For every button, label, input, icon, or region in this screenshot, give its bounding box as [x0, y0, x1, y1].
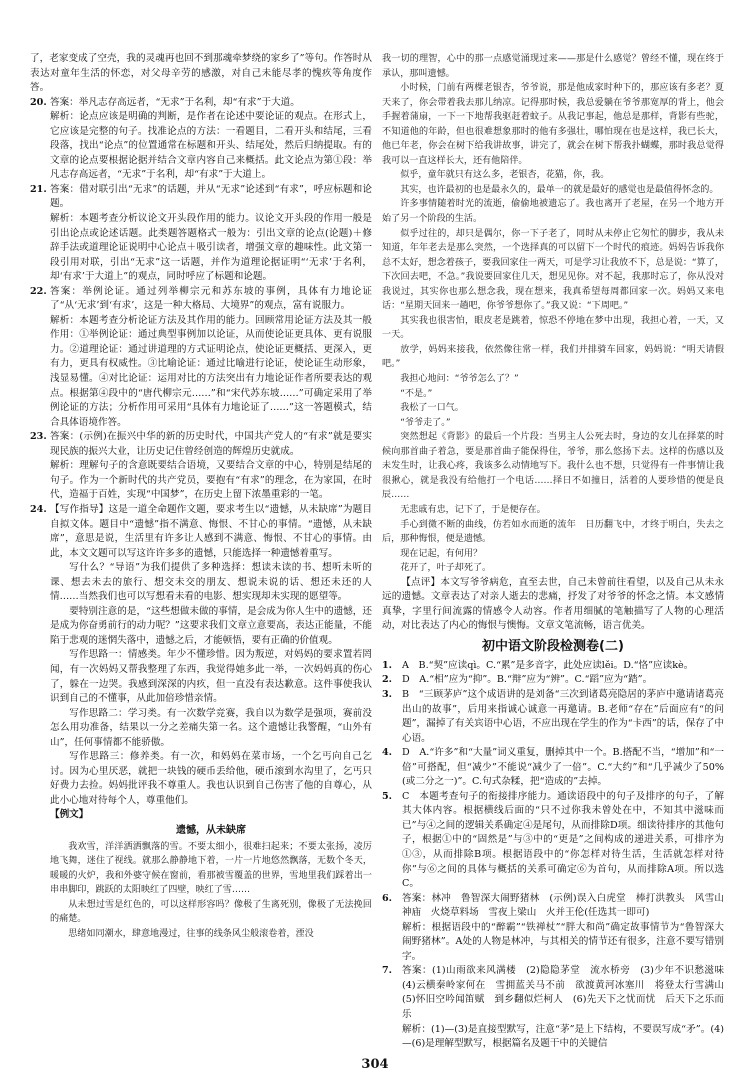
question-number: 20. — [30, 96, 47, 108]
essay-dialogue: “不是。” — [400, 388, 433, 399]
answer-3 — [382, 688, 724, 746]
essay-paragraph: 我一切的理智，心中的那一点感觉涌现过来——那是什么感觉？曾经不懂，现在终于承认，那叫遗憾。 — [382, 54, 724, 79]
question-number: 23. — [30, 431, 47, 443]
answer-text: 答案：举凡志存高远者，“无求”于名利，却“有求”于大道。 — [50, 96, 300, 108]
question-24 — [30, 503, 372, 941]
essay-paragraph: 似乎过往的，却只是偶尔，你一下子老了，同时从未停止它匆忙的脚步，我从未知道，年年老去是那么突然，一个选择真的可以留下一个时代的痕迹。妈妈告诉我你总不太好，想念着孩子，要我回家住一两天，可是学习让我放不下，总是说：“算了，下次回去吧，不急。”我说要回家住几天，想见见你。对不起，我那时忘了，你从没对我说过，其实你也那么想念我，现在想来，我真希望每周都回家一次。妈妈又来电话：“星期天回来一趟吧，你爷爷想你了。”我又说：“下周吧。” — [382, 228, 724, 312]
question-20 — [30, 96, 372, 183]
essay-paragraph: 小时候，门前有两棵老银杏，爷爷说，那是他成家时种下的，那应该有多老？夏天来了，你会带着我去那儿纳凉。记得那时候，我总爱躺在爷爷那宽厚的背上，他会手握着蒲扇，一下一下地帮我驱赶着蚊子。从我记事起，他总是那样，背影有些驼，不知道他的年龄，但也很难想象那时的他有多强壮，哪怕现在也是这样，我已长大，他已年老，你会在树下给我讲故事，讲完了，就会在树下帮我扑蝴蝶，那时我总觉得我可以一直这样长大，还有他陪伴。 — [382, 83, 724, 166]
answer-text: A B.“契”应读qì。C.“累”是多音字，此处应读lěi。D.“恪”应读kè。 — [402, 659, 694, 671]
question-23 — [30, 430, 372, 503]
question-number: 5. — [382, 790, 393, 802]
writing-idea-2: 写作思路二：学习类。有一次数学竞赛，我自以为数学是强项，赛前没怎么用功准备，结果以一分之差痛失第一名。这个遗憾让我警醒，“山外有山”，任何事情都不能骄傲。 — [50, 707, 372, 748]
essay-paragraph: 无悲戚有忠，记下了，于是便存在。 — [400, 504, 546, 515]
continued-answer: 了，老家变成了空壳，我的灵魂再也回不到那魂牵梦绕的家乡了”等句。作答时从表达对童年生活的怀恋，对父母辛劳的感激，对自己未能尽孝的愧疚等角度作答。 — [30, 53, 372, 94]
page-number: 304 — [361, 1057, 389, 1072]
writing-idea-3: 写作思路三：修养类。有一次，和妈妈在菜市场，一个乞丐向自己乞讨。因为心里厌恶，就把一块钱的硬币丢给他，硬币滚到水沟里了，乞丐只好费力去捡。妈妈批评我不尊重人。我也认识到自己伤害了他的自尊心，从此小心地对待每个人，尊重他们。 — [50, 751, 372, 806]
answer-1 — [382, 659, 724, 674]
essay-dialogue: 我松了一口气。 — [400, 403, 464, 414]
essay-paragraph: 从未想过雪是红色的，可以这样形容吗？像极了生离死别，像极了无法挽回的痛楚。 — [50, 899, 372, 925]
answer-text: B “三顾茅庐”这个成语讲的是刘备“三次到诸葛亮隐居的茅庐中邀请诸葛亮出山的故事”，后用来指诚心诚意一再邀请。B.老师“存在”后面应有“的问题”，漏掉了有关宾语中心语，不应出现在学生的作为“卡西”的话，保存了中心语。 — [402, 688, 724, 744]
question-22 — [30, 285, 372, 430]
answer-4 — [382, 746, 724, 790]
essay-paragraph: 许多事情随着时光的流逝，偷偷地被遗忘了。我也离开了老屋，在另一个地方开始了另一个阶段的生活。 — [382, 199, 724, 225]
essay-paragraph: 其实我也很害怕，眼皮老是跳着，惊恐不停地在梦中出现，我担心着，一天，又一天。 — [382, 315, 724, 341]
question-number: 6. — [382, 892, 393, 904]
analysis-text: 解析：本题考查分析论证方法及其作用的能力。回顾常用论证方法及其一般作用：①举例论证：通过典型事例加以论证，从而使论证更具体、更有说服力。②道理论证：通过讲道理的方式证明论点，使论证更概括、更深入，更有力，更具有权威性。③比喻论证：通过比喻进行论证，使论证生动形象，浅显易懂。④对比论证：运用对比的方法突出有力地论证作者所要表达的观点。根据第④段中的“唐代柳宗元……”和“宋代苏东坡……”可确定采用了举例论证的方法；分析作用可采用“具体有力地论证了……”这一答题模式，结合具体语境作答。 — [50, 314, 372, 428]
writing-idea-1: 写作思路一：情感类。年少不懂珍惜。因为叛逆，对妈妈的要求置若罔闻，有一次妈妈又帮我整理了东西，我觉得她多此一举，一次妈妈真的伤心了，躲在一边哭。我感到深深的内疚，但一直没有表达歉意。这件事使我认识到自己的不懂事，从此加倍珍惜亲情。 — [50, 649, 372, 705]
essay-paragraph: 思绪如同潮水，肆意地漫过，往事的线条风尘般滚卷着，湮没 — [68, 928, 314, 939]
analysis-text: 解析：根据语段中的“醉霸”“铁禅杖”“胖大和尚”确定故事情节为“鲁智深大闹野猪林”。A处的人物是林冲，与其相关的情节还有很多，注意不要写错别字。 — [402, 921, 724, 962]
essay-paragraph: 其实，也许最初的也是最永久的，最单一的就是最好的感觉也是最值得怀念的。 — [400, 184, 719, 195]
essay-title: 遗憾，从未缺席 — [176, 824, 246, 836]
answer-7 — [382, 964, 734, 1051]
answer-2 — [382, 673, 724, 688]
question-21 — [30, 183, 372, 285]
essay-paragraph: 放学，妈妈来接我，依然像往常一样，我们并排骑车回家，妈妈说：“明天请假吧。” — [382, 344, 724, 370]
answer-text: C 本题考查句子的衔接排序能力。通读语段中的句子及排序的句子，了解其大体内容。根据横线后面的“只不过你我未曾处在中，不知其中滋味而已”与④之间的逻辑关系确定④是尾句，从而排除D项。细读待排序的其他句子，根据①中的“固然是”与③中的“更是”之间构成的递进关系，可排序为①③，从而排除B项。根据语段中的“你怎样对待生活，生活就怎样对待你”与⑥之间的具体与概括的关系可确定⑥为首句，从而排除A项。所以选C。 — [402, 790, 724, 890]
answer-5 — [382, 790, 724, 892]
writing-guide-paragraph: 要特别注意的是，“这些想做未做的事情，是会成为你人生中的遗憾，还是成为你奋勇前行的动力呢？”这要求我们文章立意要高，表达正能量，不能陷于悲观的迷惘失落中，遗憾之后，才能顿悟，要有正确的价值观。 — [50, 605, 372, 646]
analysis-text: 解析：本题考查分析议论文开头段作用的能力。议论文开头段的作用一般是引出论点或论述话题。此类题答题格式一般为：引出文章的论点(论题)＋修辞手法或道理论证说明中心论点＋吸引读者，增强文章的趣味性。此文第一段引用对联，引出“无求”这一话题，并作为道理论据证明“‘无求’于名利，却‘有求’于大道上”的观点，同时呼应了标题和论题。 — [50, 213, 372, 283]
essay-paragraph: 手心到微不断的曲线，仿若如水而逝的流年 日历翻飞中，才终于明白，失去之后，那种悔恨，便是遗憾。 — [382, 519, 724, 545]
question-number: 4. — [382, 747, 393, 759]
writing-guide-paragraph: 写什么？“导语”为我们提供了多种选择：想读未读的书、想听未听的课、想去未去的旅行、想交未交的朋友、想说未说的话、想还未还的人情……当然我们也可以写想看未看的电影、想实现却未实现的愿望等。 — [50, 562, 372, 603]
essay-paragraph: 现在记起，有何用？ — [400, 548, 483, 559]
writing-guide: 【写作指导】这是一道全命题作文题，要求考生以“遗憾，从未缺席”为题目自拟文体。题目中“遗憾”指不满意、悔恨、不甘心的事情。“遗憾，从未缺席”，意思是说，生活里有许多让人感到不满意、悔恨、不甘心的事情。由此，本文文题可以写这许许多多的遗憾，只能选择一种遗憾着重写。 — [50, 503, 372, 559]
answer-text: D A.“许多”和“大量”词义重复，删掉其中一个。B.搭配不当，“增加”和“一倍”可搭配，但“减少”不能说“减少了一倍”。C.“大约”和“几乎减少了50%(或二分之一)”。C.句式杂糅，把“造成的”去掉。 — [402, 747, 724, 788]
question-number: 24. — [30, 503, 47, 515]
analysis-text: 解析：(1)—(3)是直接型默写，注意“茅”是上下结构，不要误写成“矛”。(4)—(6)是理解型默写，根据篇名及题干中的关键信 — [402, 1023, 724, 1050]
right-column — [382, 52, 734, 1052]
answer-text: 答案：借对联引出“无求”的话题，并从“无求”论述到“有求”，呼应标题和论题。 — [50, 183, 372, 210]
answer-text: D A.“相”应为“抑”。B.“辩”应为“辨”。C.“蹈”应为“踏”。 — [402, 674, 653, 686]
answer-text: 答案：林冲 鲁智深大闹野猪林 (示例)误入白虎堂 棒打洪教头 风雪山神庙 火烧草料场 雪夜上梁山 火并王伦(任选其一即可) — [402, 892, 724, 919]
question-number: 1. — [382, 659, 393, 671]
left-column — [30, 52, 372, 941]
essay-paragraph: 我欢雪，洋洋洒洒飘落的雪。不要太细小，很难扫起来；不要太张扬，凌厉地飞舞，迷住了视线。就那么静静地下着，一片一片地悠然飘落，无数个冬天，暖暖的火炉，我和外婆守候在窗前，看那被雪覆盖的世界，雪地里我们踩着出一串串脚印，跳跃的太阳映红了四壁，映红了雪…… — [50, 841, 372, 896]
essay-paragraph: 突然想起《背影》的最后一个片段：当男主人公死去时，身边的女儿在择菜的时候向那首曲子着急，要是那首曲子能保得住，爷爷，那么悠扬下去。这样的伤感以及未发生时，让我心疼，我该多么动情地写下。我什么也不想，只觉得有一件事情让我很揪心，就是我没有给他打一个电话……择日不如撞日，活着的人要珍惜的便是良辰…… — [382, 432, 724, 501]
answer-text: 答案：(示例)在振兴中华的新的历史时代，中国共产党人的“有求”就是要实现民族的振兴大业，让历史记住曾经创造的辉煌历史就成。 — [50, 431, 372, 457]
question-number: 22. — [30, 285, 47, 297]
essay-paragraph: 似乎，童年就只有这么多，老银杏，花猫，你，我。 — [400, 170, 610, 181]
section-title: 初中语文阶段检测卷(二) — [482, 638, 624, 654]
essay-paragraph: 花开了，叶子却死了。 — [400, 563, 492, 574]
question-number: 7. — [382, 965, 393, 977]
analysis-text: 解析：理解句子的含意既要结合语境，又要结合文章的中心，特别是结尾的句子。作为一个新时代的共产党员，要抱有“有求”的理念，在为家国，在时代，造福于百姓，实现“中国梦”，在历史上留下浓墨重彩的一笔。 — [50, 460, 372, 501]
question-number: 3. — [382, 688, 393, 700]
answer-6 — [382, 892, 724, 965]
essay-dialogue: “爷爷走了。” — [400, 417, 451, 428]
answer-text: 答案：(1)山雨欲来风满楼 (2)隐隐茅堂 流水桥旁 (3)少年不识愁滋味 (4)云横秦岭家何在 雪拥蓝关马不前 欲渡黄河冰塞川 将登太行雪满山 (5)怀旧空吟闻笛赋 到乡翻似烂柯人 (6)先天下之忧而忧 后天下之乐而乐 — [402, 965, 734, 1020]
example-essay-tag: 【例文】 — [50, 809, 89, 821]
analysis-text: 解析：论点应该是明确的判断，是作者在论述中要论证的观点。在形式上，它应该是完整的句子。找准论点的方法：一看题目，二看开头和结尾，三看段落，找出“论点”的位置通常在标题和开头、结尾处，然后归纳提取。有的文章的论点要根据论据并结合文章内容自己来概括。此文论点为第①段：举凡志存高远者，“无求”于名利，却“有求”于大道上。 — [50, 111, 372, 181]
question-number: 2. — [382, 674, 393, 686]
essay-dialogue: 我担心地问：“爷爷怎么了？” — [400, 374, 519, 385]
answer-text: 答案：举例论证。通过列举柳宗元和苏东坡的事例，具体有力地论证了“从‘无求’到‘有求’，这是一种大格局、大境界”的观点，富有说服力。 — [50, 285, 372, 312]
question-number: 21. — [30, 183, 47, 195]
essay-comment: 【点评】本文写爷爷病危，直至去世，自己未曾前往看望，以及自己从未永远的遗憾。文章表达了对亲人逝去的悲痛，抒发了对爷爷的怀念之情。本文感情真挚，字里行间流露的情感令人动容。作者用细腻的笔触描写了人物的心理活动，对比表达了内心的悔恨与懊悔。文章文笔流畅，语言优美。 — [382, 576, 724, 632]
